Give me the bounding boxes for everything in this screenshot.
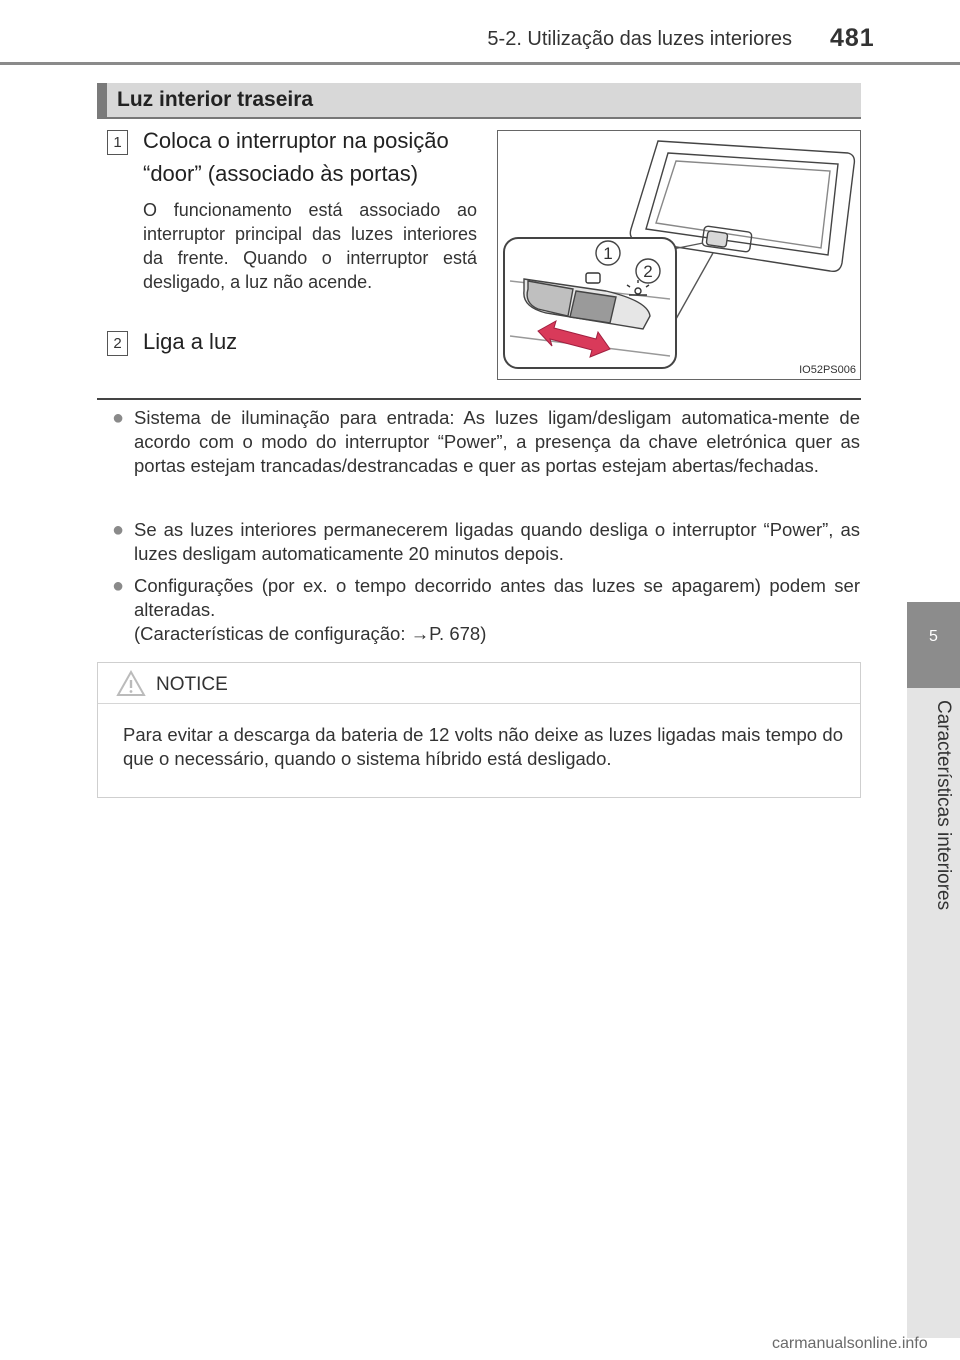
step-1-title-line1: Coloca o interruptor na posição [143,128,449,153]
step-1-title-line2: “door” (associado às portas) [143,161,419,186]
figure-callout-1: 1 [603,244,613,263]
bullet-dot-icon: ● [112,575,125,597]
running-header-title: 5-2. Utilização das luzes interiores [487,28,792,50]
bullet-reference: (Características de configuração: →P. 678) [134,623,487,644]
chapter-title: Características interiores [933,700,954,911]
step-2-title: Liga a luz [143,329,238,354]
chapter-number: 5 [929,628,938,645]
bullet-dot-icon: ● [112,407,125,429]
figure-code: IO52PS006 [799,364,856,376]
page-number: 481 [830,24,875,52]
bullet-item [112,406,860,478]
header-rule [0,62,960,65]
warning-triangle-icon [116,670,146,697]
bullet-dot-icon: ● [112,519,125,541]
watermark: carmanualsonline.info [772,1335,928,1352]
notice-label: NOTICE [156,674,228,695]
bullet-item [112,518,860,566]
notice-header [98,663,860,704]
step-1-description: O funcionamento está associado ao interruptor principal das luzes interiores da frente. Quando o interruptor está desligado, a luz não acende. [143,200,477,292]
interior-light-figure [497,130,861,380]
notice-text: Para evitar a descarga da bateria de 12 volts não deixe as luzes ligadas mais tempo do que o necessário, quando o sistema híbrido está desligado. [123,724,843,769]
figure-callout-2: 2 [643,262,653,281]
section-title-bar [97,83,861,119]
notice-box [97,662,861,798]
bullet-item [112,574,860,646]
step-number-2: 2 [107,331,128,356]
bullet-text: Se as luzes interiores permanecerem ligadas quando desliga o interruptor “Power”, as luzes desligam automaticamente 20 minutos depois. [134,519,860,564]
bullet-text: Configurações (por ex. o tempo decorrido antes das luzes se apagarem) podem ser alteradas. [134,575,860,620]
section-divider [97,398,861,400]
step-number-1: 1 [107,130,128,155]
section-title: Luz interior traseira [117,88,314,111]
bullet-text: Sistema de iluminação para entrada: As luzes ligam/desligam automatica-mente de acordo com o modo do interruptor “Power”, a presença da chave eletrónica quer as portas estejam trancadas/destrancadas e quer as portas estejam abertas/fechadas. [134,407,860,476]
interior-light-illustration [498,131,859,378]
